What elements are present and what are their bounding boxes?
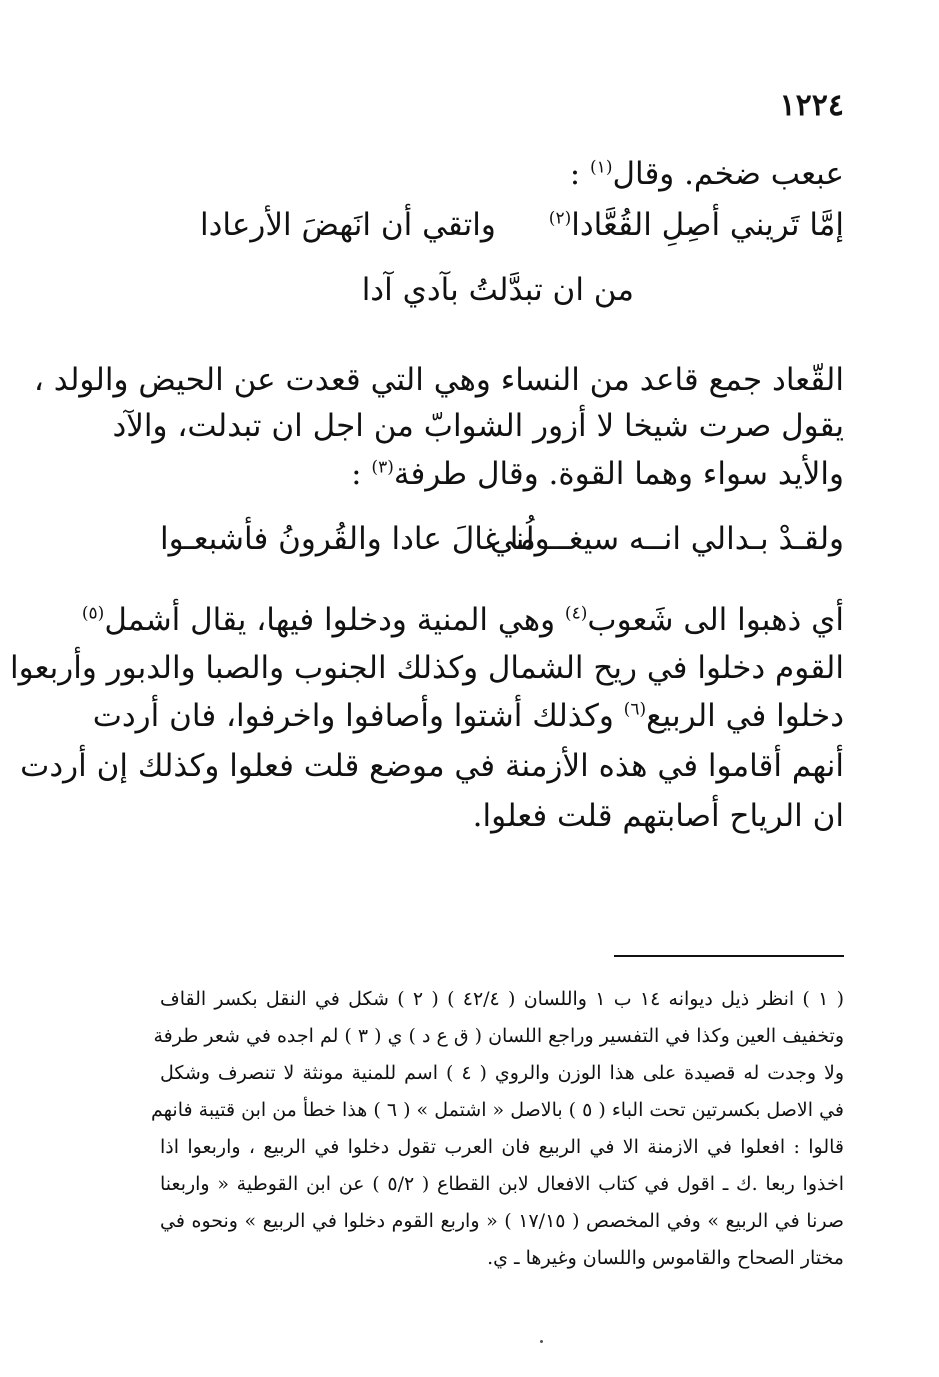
footnote-ref-5: (٥): [81, 603, 105, 624]
footnote-line: مختار الصحاح والقاموس واللسان وغيرها ـ ي.: [487, 1247, 844, 1269]
para2-line1: أي ذهبوا الى شَعوب$^{(٤)}$ وهي المنية ودخلوا فيها، يقال أشمل$^{(٥)}$: [81, 602, 844, 638]
scan-speck: [540, 1340, 543, 1343]
footnote-line: قالوا : افعلوا في الازمنة الا في الربيع فان العرب تقول دخلوا في الربيع ، واربعوا اذا: [160, 1136, 844, 1158]
footnote-ref-4: (٤): [564, 603, 588, 624]
footnote-line: اخذوا ربعا .ك ـ اقول في كتاب الافعال لابن القطاع ( ٥/٢ ) عن ابن القوطية « واربعنا: [160, 1173, 845, 1195]
verse1-second-hemistich: واتقي أن انَهضَ الأرعادا: [200, 207, 496, 243]
intro-text: عبعب ضخم. وقال: [612, 156, 844, 192]
para2-line4: أنهم أقاموا في هذه الأزمنة في موضع قلت فعلوا وكذلك إن أردت: [20, 748, 844, 784]
footnote-ref-1: (١): [590, 157, 613, 178]
intro-tail: :: [569, 156, 590, 192]
verse1-first-hemistich: إمَّا تَريني أصِلِ القُعَّادا$^{(٢)}$: [548, 207, 844, 243]
para1-line1: القّعاد جمع قاعد من النساء وهي التي قعدت عن الحيض والولد ،: [33, 362, 844, 398]
verse1-second-line: من ان تبدَّلتُ بآدي آدا: [361, 272, 634, 308]
para1-line3: والأيد سواء وهما القوة. وقال طرفة$^{(٣)}$ :: [351, 456, 844, 492]
footnote-divider: [614, 955, 844, 957]
footnote-line: صرنا في الربيع » وفي المخصص ( ١٧/١٥ ) « واربع القوم دخلوا في الربيع » ونحوه في: [160, 1210, 844, 1232]
intro-line: [160, 152, 844, 196]
footnote-line: وتخفيف العين وكذا في التفسير وراجع اللسان ( ق ع د ) ي ( ٣ ) لم اجده في شعر طرفة: [153, 1025, 844, 1047]
verse2-first-hemistich: ولقـدْ بـدالي انــه سيغــولُني: [489, 521, 844, 557]
para2-line5: ان الرياح أصابتهم قلت فعلوا.: [472, 798, 844, 834]
para1-line2: يقول صرت شيخا لا أزور الشوابّ من اجل ان تبدلت، والآد: [112, 408, 844, 444]
footnote-line: في الاصل بكسرتين تحت الباء ( ٥ ) بالاصل « اشتمل » ( ٦ ) هذا خطأ من ابن قتيبة فانهم: [151, 1099, 844, 1121]
footnote-line: ( ١ ) انظر ذيل ديوانه ١٤ ب ١ واللسان ( ٤٢/٤ ) ( ٢ ) شكل في النقل بكسر القاف: [160, 988, 845, 1010]
footnote-ref-2: (٢): [548, 208, 572, 229]
footnote-line: ولا وجدت له قصيدة على هذا الوزن والروي ( ٤ ) اسم للمنية مونثة لا تنصرف وشكل: [160, 1062, 844, 1084]
verse2-second-hemistich: ما غالَ عادا والقُرونُ فأشبعـوا: [160, 521, 536, 557]
footnote-ref-3: (٣): [371, 457, 394, 478]
para2-line2: القوم دخلوا في ريح الشمال وكذلك الجنوب والصبا والدبور وأربعوا: [10, 650, 844, 686]
page-number: ١٢٢٤: [779, 88, 844, 123]
para2-line3: دخلوا في الربيع$^{(٦)}$ وكذلك أشتوا وأصافوا واخرفوا، فان أردت: [92, 698, 844, 734]
footnote-ref-6: (٦): [623, 699, 647, 720]
